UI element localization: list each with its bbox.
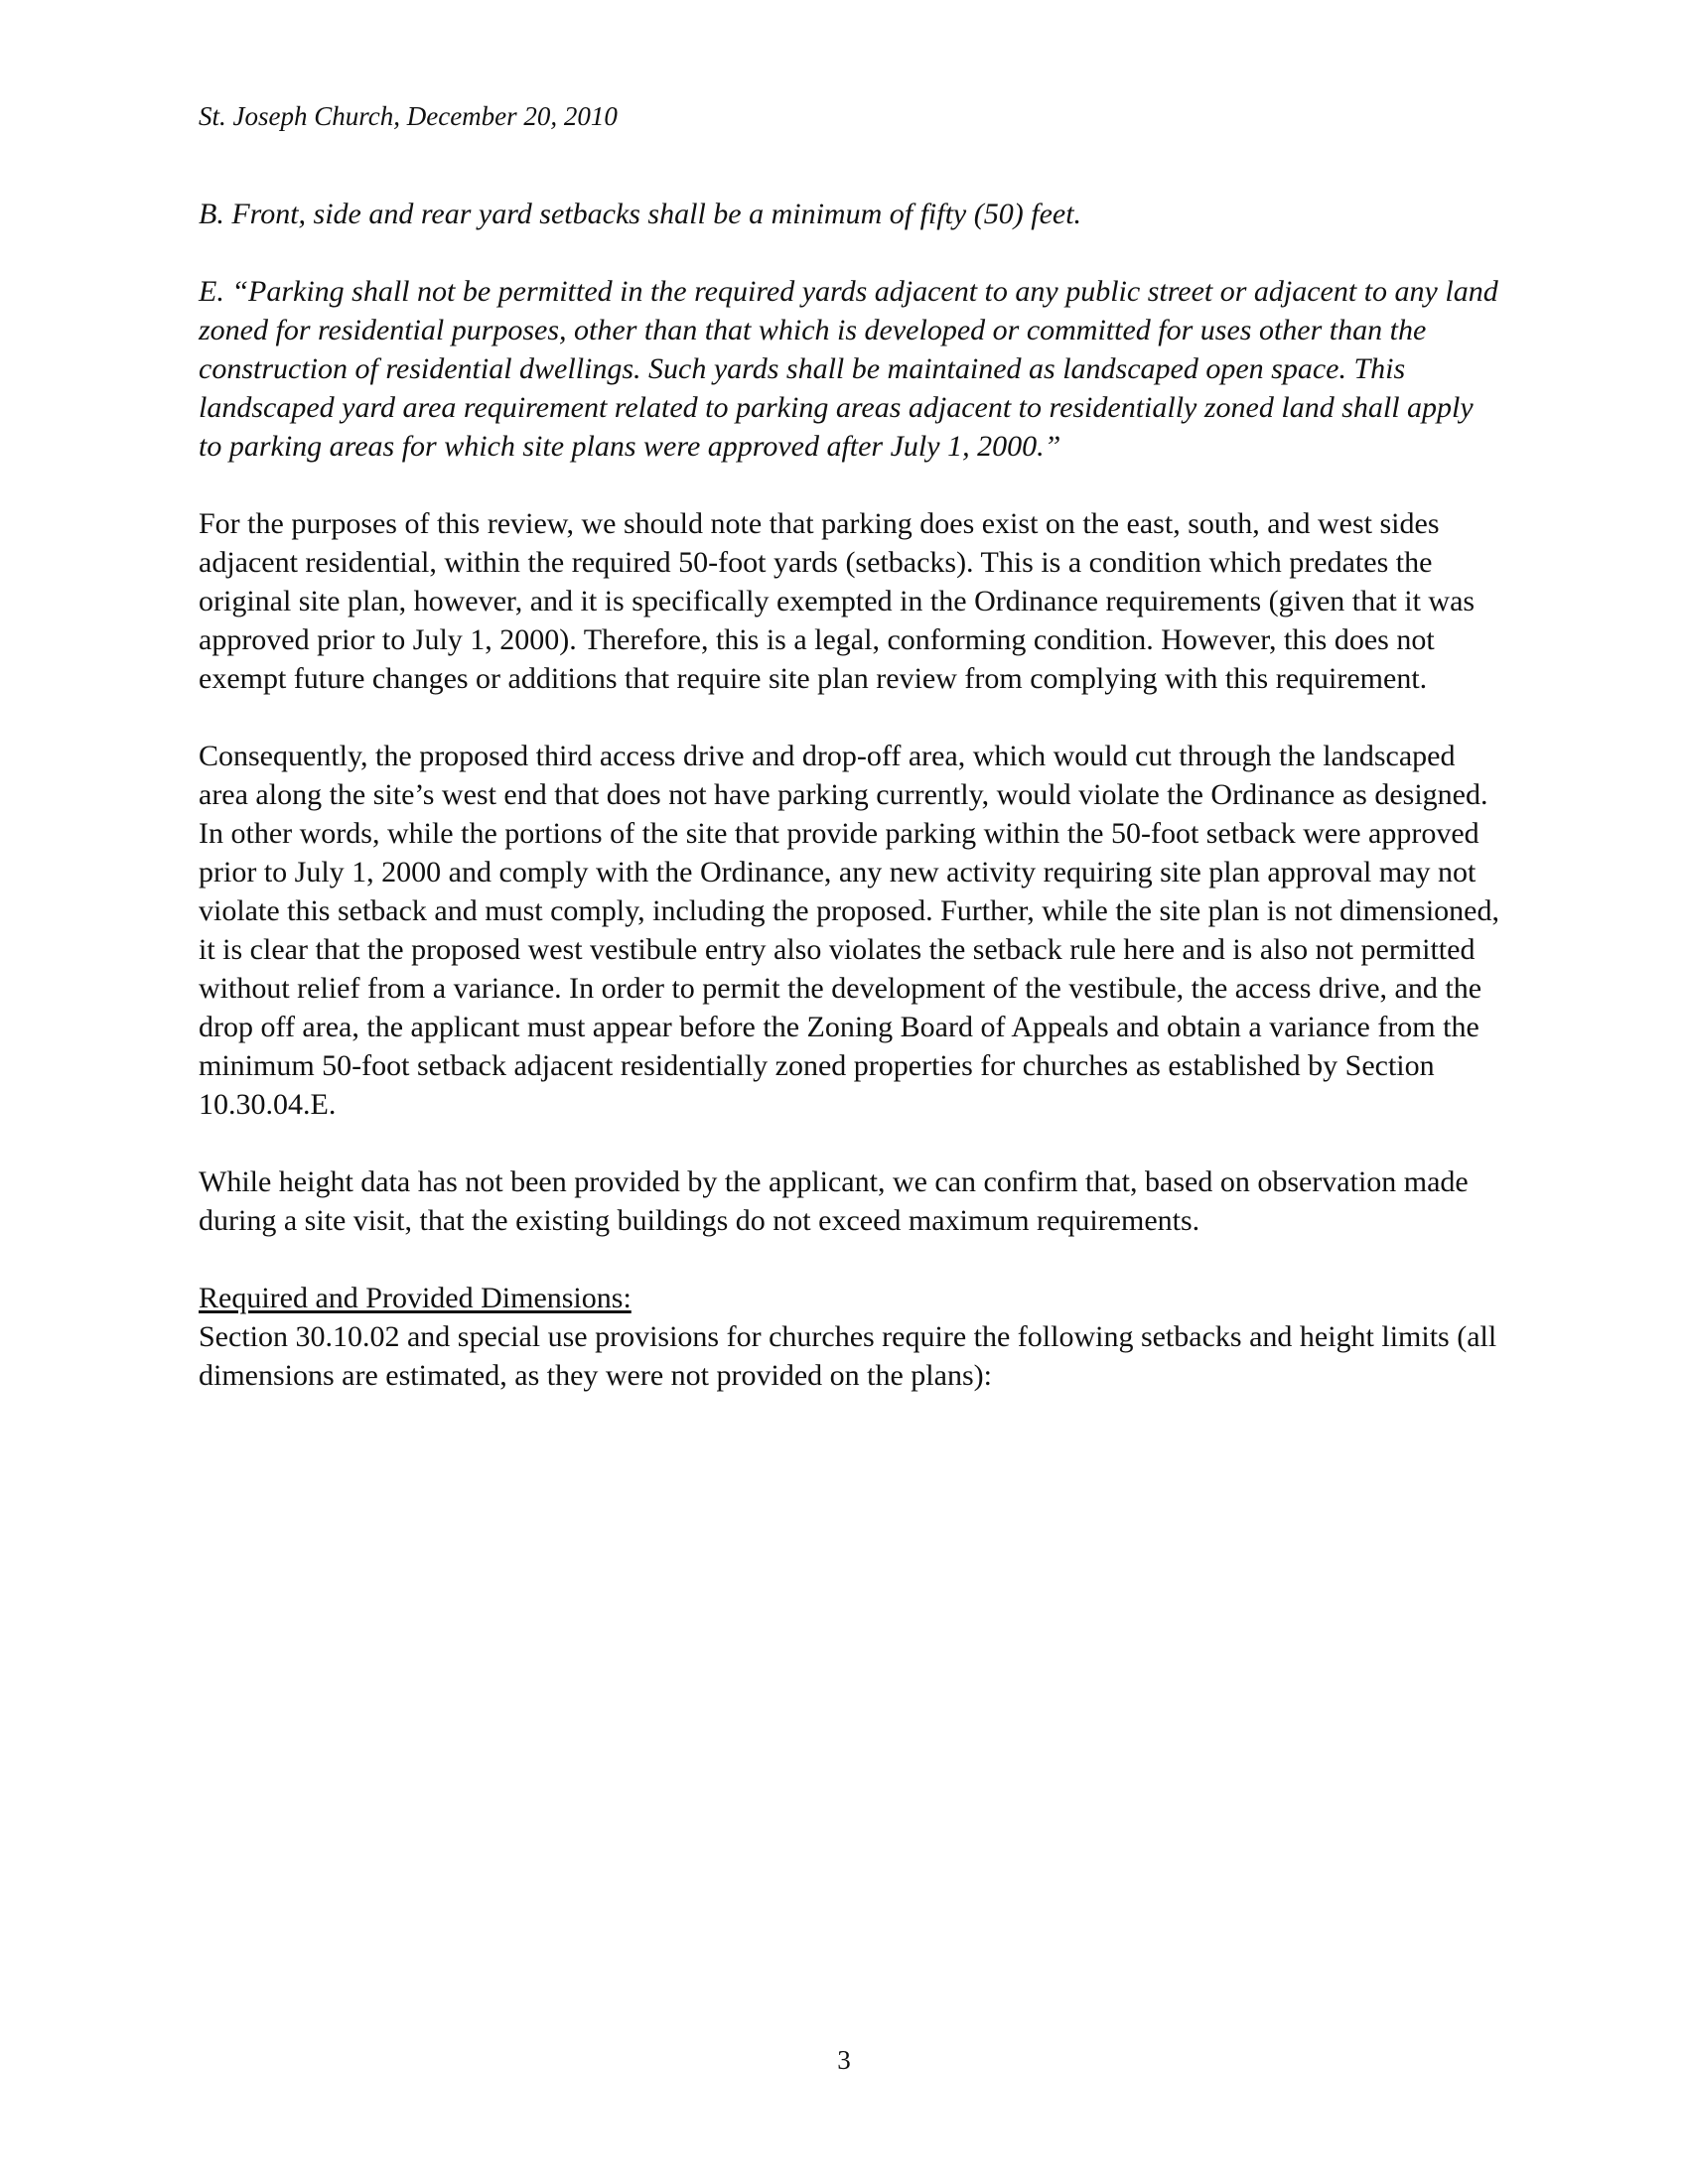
running-header: St. Joseph Church, December 20, 2010 (199, 101, 618, 131)
dimensions-intro-paragraph: Section 30.10.02 and special use provisions for churches require the following setbacks and height limits (all dimensions are estimated, as they were not provided on the plans): (199, 1320, 1497, 1392)
ordinance-quote-e: E. “Parking shall not be permitted in the required yards adjacent to any public street or adjacent to any land zoned for residential purposes, other than that which is developed or committed for uses other than the construction of residential dwellings. Such yards shall be maintained as landscaped open space. This landscaped yard area requirement related to parking areas adjacent to residentially zoned land shall apply to parking areas for which site plans were approved after July 1, 2000.” (199, 275, 1498, 463)
review-paragraph-access-drive: Consequently, the proposed third access drive and drop-off area, which would cut through the landscaped area along the site’s west end that does not have parking currently, would violate the Ordinance as designed. In other words, while the portions of the site that provide parking within the 50-foot setback were approved prior to July 1, 2000 and comply with the Ordinance, any new activity requiring site plan approval may not violate this setback and must comply, including the proposed. Further, while the site plan is not dimensioned, it is clear that the proposed west vestibule entry also violates the setback rule here and is also not permitted without relief from a variance. In order to permit the development of the vestibule, the access drive, and the drop off area, the applicant must appear before the Zoning Board of Appeals and obtain a variance from the minimum 50-foot setback adjacent residentially zoned properties for churches as established by Section 10.30.04.E. (199, 740, 1499, 1121)
section-heading: Required and Provided Dimensions: (199, 1282, 632, 1314)
page-number: 3 (837, 2045, 851, 2075)
review-paragraph-parking: For the purposes of this review, we should note that parking does exist on the east, south, and west sides adjacent residential, within the required 50-foot yards (setbacks). This is a condition which predates the original site plan, however, and it is specifically exempted in the Ordinance requirements (given that it was approved prior to July 1, 2000). Therefore, this is a legal, conforming condition. However, this does not exempt future changes or additions that require site plan review from complying with this requirement. (199, 507, 1476, 695)
ordinance-quote-b: B. Front, side and rear yard setbacks shall be a minimum of fifty (50) feet. (199, 198, 1082, 230)
review-paragraph-height: While height data has not been provided by the applicant, we can confirm that, based on observation made during a site visit, that the existing buildings do not exceed maximum requirements. (199, 1165, 1469, 1237)
document-body (199, 195, 1499, 1395)
